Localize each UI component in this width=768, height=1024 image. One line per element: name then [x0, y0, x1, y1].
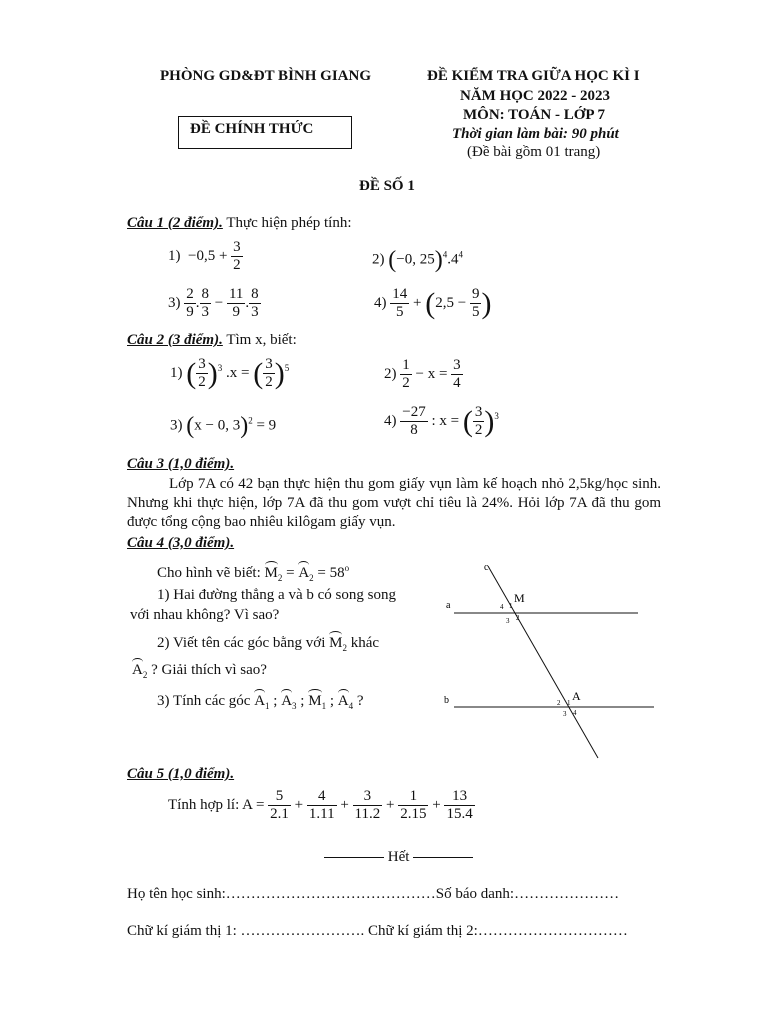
parallel-lines-figure	[436, 560, 666, 770]
angle-M-3: 3	[506, 617, 510, 625]
q4-part-2-explain: ? Giải thích vì sao?	[147, 662, 267, 678]
q2-item-1: 1) ( $\frac{3}{2}$ )$^3$ .x = ( $\frac{3}{2}$ )$^5$	[170, 356, 290, 391]
q4-part-3-text: 3) Tính các góc	[157, 693, 255, 709]
q1-item-4: 4) $\frac{14}{5}$ + (2,5 − $\frac{9}{5}$ )	[374, 286, 492, 321]
end-text: Hết	[387, 849, 410, 865]
proctor-signature-line: Chữ kí giám thị 1: ……………………. Chữ kí giám thị 2:…………………………	[127, 923, 628, 939]
q2-item-2: 2) $\frac{1}{2}$ − x = $\frac{3}{4}$	[384, 357, 461, 392]
q4-part-2-text: 2) Viết tên các góc bằng với	[157, 635, 330, 651]
angle-A-2: 2	[557, 699, 561, 707]
q5-prompt: Tính hợp lí: A =	[168, 797, 269, 814]
exam-number: ĐỀ SỐ 1	[359, 178, 415, 194]
question-2-heading	[127, 332, 297, 349]
q4-intro-text: Cho hình vẽ biết:	[157, 565, 265, 581]
q1-item-3-label: 3)	[168, 295, 181, 312]
end-marker	[324, 849, 473, 866]
label-c: c	[484, 562, 489, 573]
q2-item-3-label: 3)	[170, 417, 183, 434]
question-1-prompt: Thực hiện phép tính:	[222, 215, 352, 231]
q1-item-2: 2) (−0, $25)^4.4^4$	[372, 247, 463, 273]
question-3-title: Câu 3 (1,0 điểm).	[127, 456, 235, 472]
department-name: PHÒNG GD&ĐT BÌNH GIANG	[160, 68, 371, 84]
q1-item-4-label: 4)	[374, 295, 387, 312]
q4-part-3: 3) Tính các góc $A_1$ ; $A_3$ ; $M_1$ ; $A_4$ ?	[157, 690, 364, 711]
question-4-title: Câu 4 (3,0 điểm).	[127, 535, 235, 551]
question-2-prompt: Tìm x, biết:	[222, 332, 297, 348]
angle-A-3: 3	[563, 710, 567, 718]
q4-part-1-line-1: 1) Hai đường thẳng a và b có song song	[157, 587, 396, 603]
q2-item-2-label: 2)	[384, 366, 397, 383]
label-A: A	[572, 689, 581, 703]
q1-item-3: 3) $\frac{2}{9}$ . $\frac{8}{3}$ − $\frac{11}{9}$ . $\frac{8}{3}$	[168, 286, 259, 321]
subject-line: MÔN: TOÁN - LỚP 7	[463, 107, 605, 123]
angle-A-4: 4	[573, 709, 577, 717]
q5-expression: Tính hợp lí: A = $\frac{5}{2.1}$ + $\frac{4}{1.11}$ + $\frac{3}{11.2}$ + $\frac{1}{2.15}$ + $\frac{13}{15.4}$	[168, 788, 473, 823]
q2-item-4: 4) $\frac{-27}{8}$ : x = ( $\frac{3}{2}$ )$^3$	[384, 404, 499, 439]
label-a: a	[446, 600, 451, 611]
q4-part-2-line-1: 2) Viết tên các góc bằng với $M_2$ khác	[157, 632, 379, 653]
q1-item-1-label: 1)	[168, 248, 181, 265]
q4-part-2-except: khác	[346, 635, 380, 651]
q4-intro: Cho hình vẽ biết: $M_2 = A_2 = 58^o$	[157, 563, 350, 583]
official-label: ĐỀ CHÍNH THỨC	[190, 121, 314, 137]
end-rule-right	[413, 857, 473, 858]
q1-item-1: 1) −0,5 + $\frac{3}{2}$	[168, 239, 241, 274]
question-1-heading	[127, 215, 352, 232]
q2-item-4-label: 4)	[384, 413, 397, 430]
question-2-title: Câu 2 (3 điểm).	[127, 332, 223, 348]
page-count: (Đề bài gồm 01 trang)	[467, 144, 601, 160]
label-M: M	[514, 591, 525, 605]
question-1-title: Câu 1 (2 điểm).	[127, 215, 223, 231]
angle-A-1: 1	[567, 699, 571, 707]
exam-title: ĐỀ KIỂM TRA GIỮA HỌC KÌ I	[427, 68, 640, 84]
time-limit: Thời gian làm bài: 90 phút	[452, 126, 619, 142]
question-5-title: Câu 5 (1,0 điểm).	[127, 766, 235, 782]
student-info-line: Họ tên học sinh:……………………………………Số báo danh:…………………	[127, 886, 620, 902]
angle-M-2: 2	[516, 614, 520, 622]
q2-item-3: 3) (x − 0, 3)$^2$ = 9	[170, 413, 277, 439]
q4-part-1-line-2: với nhau không? Vì sao?	[130, 607, 280, 623]
label-b: b	[444, 695, 449, 706]
q4-part-2-line-2: $A_2$ ? Giải thích vì sao?	[132, 659, 267, 680]
angle-M-4: 4	[500, 603, 504, 611]
angle-M-1: 1	[509, 602, 513, 610]
q2-item-1-label: 1)	[170, 365, 183, 382]
end-rule-left	[324, 857, 384, 858]
q1-item-2-label: 2)	[372, 251, 385, 268]
school-year: NĂM HỌC 2022 - 2023	[460, 88, 610, 104]
line-c	[488, 566, 598, 758]
question-3-text: Lớp 7A có 42 bạn thực hiện thu gom giấy vụn làm kế hoạch nhỏ 2,5kg/học sinh. Nhưng khi thực hiện, lớp 7A đã thu gom vượt chỉ tiêu là 24%. Hỏi lớp 7A đã thu gom được tổng cộng bao nhiêu kilôgam giấy vụn.	[127, 476, 661, 530]
